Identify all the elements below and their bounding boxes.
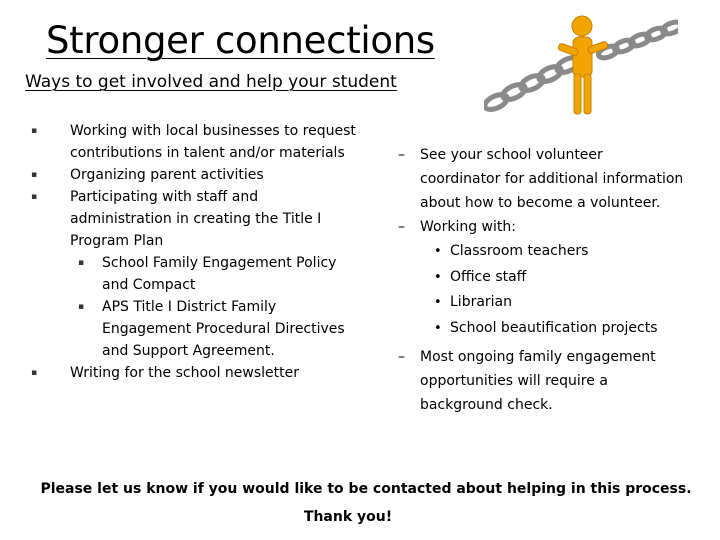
- list-item: – Most ongoing family engagement opportunities will require a background check.: [366, 345, 684, 417]
- list-item: ▪ Organizing parent activities: [30, 164, 360, 186]
- list-item: • Librarian: [420, 290, 684, 316]
- left-bullet-list: [30, 120, 360, 384]
- working-with-list: [420, 239, 684, 341]
- list-item: • Office staff: [420, 265, 684, 291]
- chain-left: [484, 54, 581, 112]
- title-i-sub-list: [70, 252, 360, 362]
- list-item: • School beautification projects: [420, 316, 684, 342]
- list-item: • Classroom teachers: [420, 239, 684, 265]
- square-bullet-icon: ▪: [78, 302, 85, 312]
- page-subtitle: Ways to get involved and help your student: [25, 72, 397, 92]
- dot-bullet-icon: •: [434, 320, 442, 336]
- list-item: ▪ APS Title I District Family Engagement Procedural Directives and Support Agreement.: [70, 296, 360, 362]
- dot-bullet-icon: •: [434, 295, 442, 311]
- dot-bullet-icon: •: [434, 244, 442, 259]
- list-item: ▪ Working with local businesses to request contributions in talent and/or materials: [30, 120, 360, 164]
- square-bullet-icon: ▪: [31, 170, 38, 180]
- right-dash-list: [366, 143, 684, 417]
- person-figure: [558, 16, 609, 114]
- chain-right: [597, 20, 678, 60]
- thank-you-note: Thank you!: [303, 509, 393, 525]
- dot-bullet-icon: •: [434, 269, 442, 285]
- list-item: ▪ Participating with staff and administration in creating the Title I Program Plan ▪ School Family Engagement Policy and Compact ▪ APS Title I District Family Engagement Procedural Directives and Support Agreement.: [30, 186, 360, 362]
- dash-bullet-icon: –: [398, 349, 405, 366]
- square-bullet-icon: ▪: [31, 368, 38, 378]
- chain-figure-icon: [484, 10, 678, 118]
- contact-request-note: Please let us know if you would like to be contacted about helping in this process.: [40, 481, 692, 497]
- dash-bullet-icon: –: [398, 219, 405, 235]
- list-item: ▪ School Family Engagement Policy and Compact: [70, 252, 360, 296]
- list-item: – Working with: • Classroom teachers • Office staff • Librarian • School beautification projects: [366, 215, 684, 341]
- square-bullet-icon: ▪: [78, 258, 85, 268]
- square-bullet-icon: ▪: [31, 192, 38, 202]
- square-bullet-icon: ▪: [31, 126, 38, 136]
- list-item: – See your school volunteer coordinator for additional information about how to become a volunteer.: [366, 143, 684, 215]
- dash-bullet-icon: –: [398, 147, 405, 163]
- list-item: ▪ Writing for the school newsletter: [30, 362, 360, 384]
- page-title: Stronger connections: [46, 19, 435, 62]
